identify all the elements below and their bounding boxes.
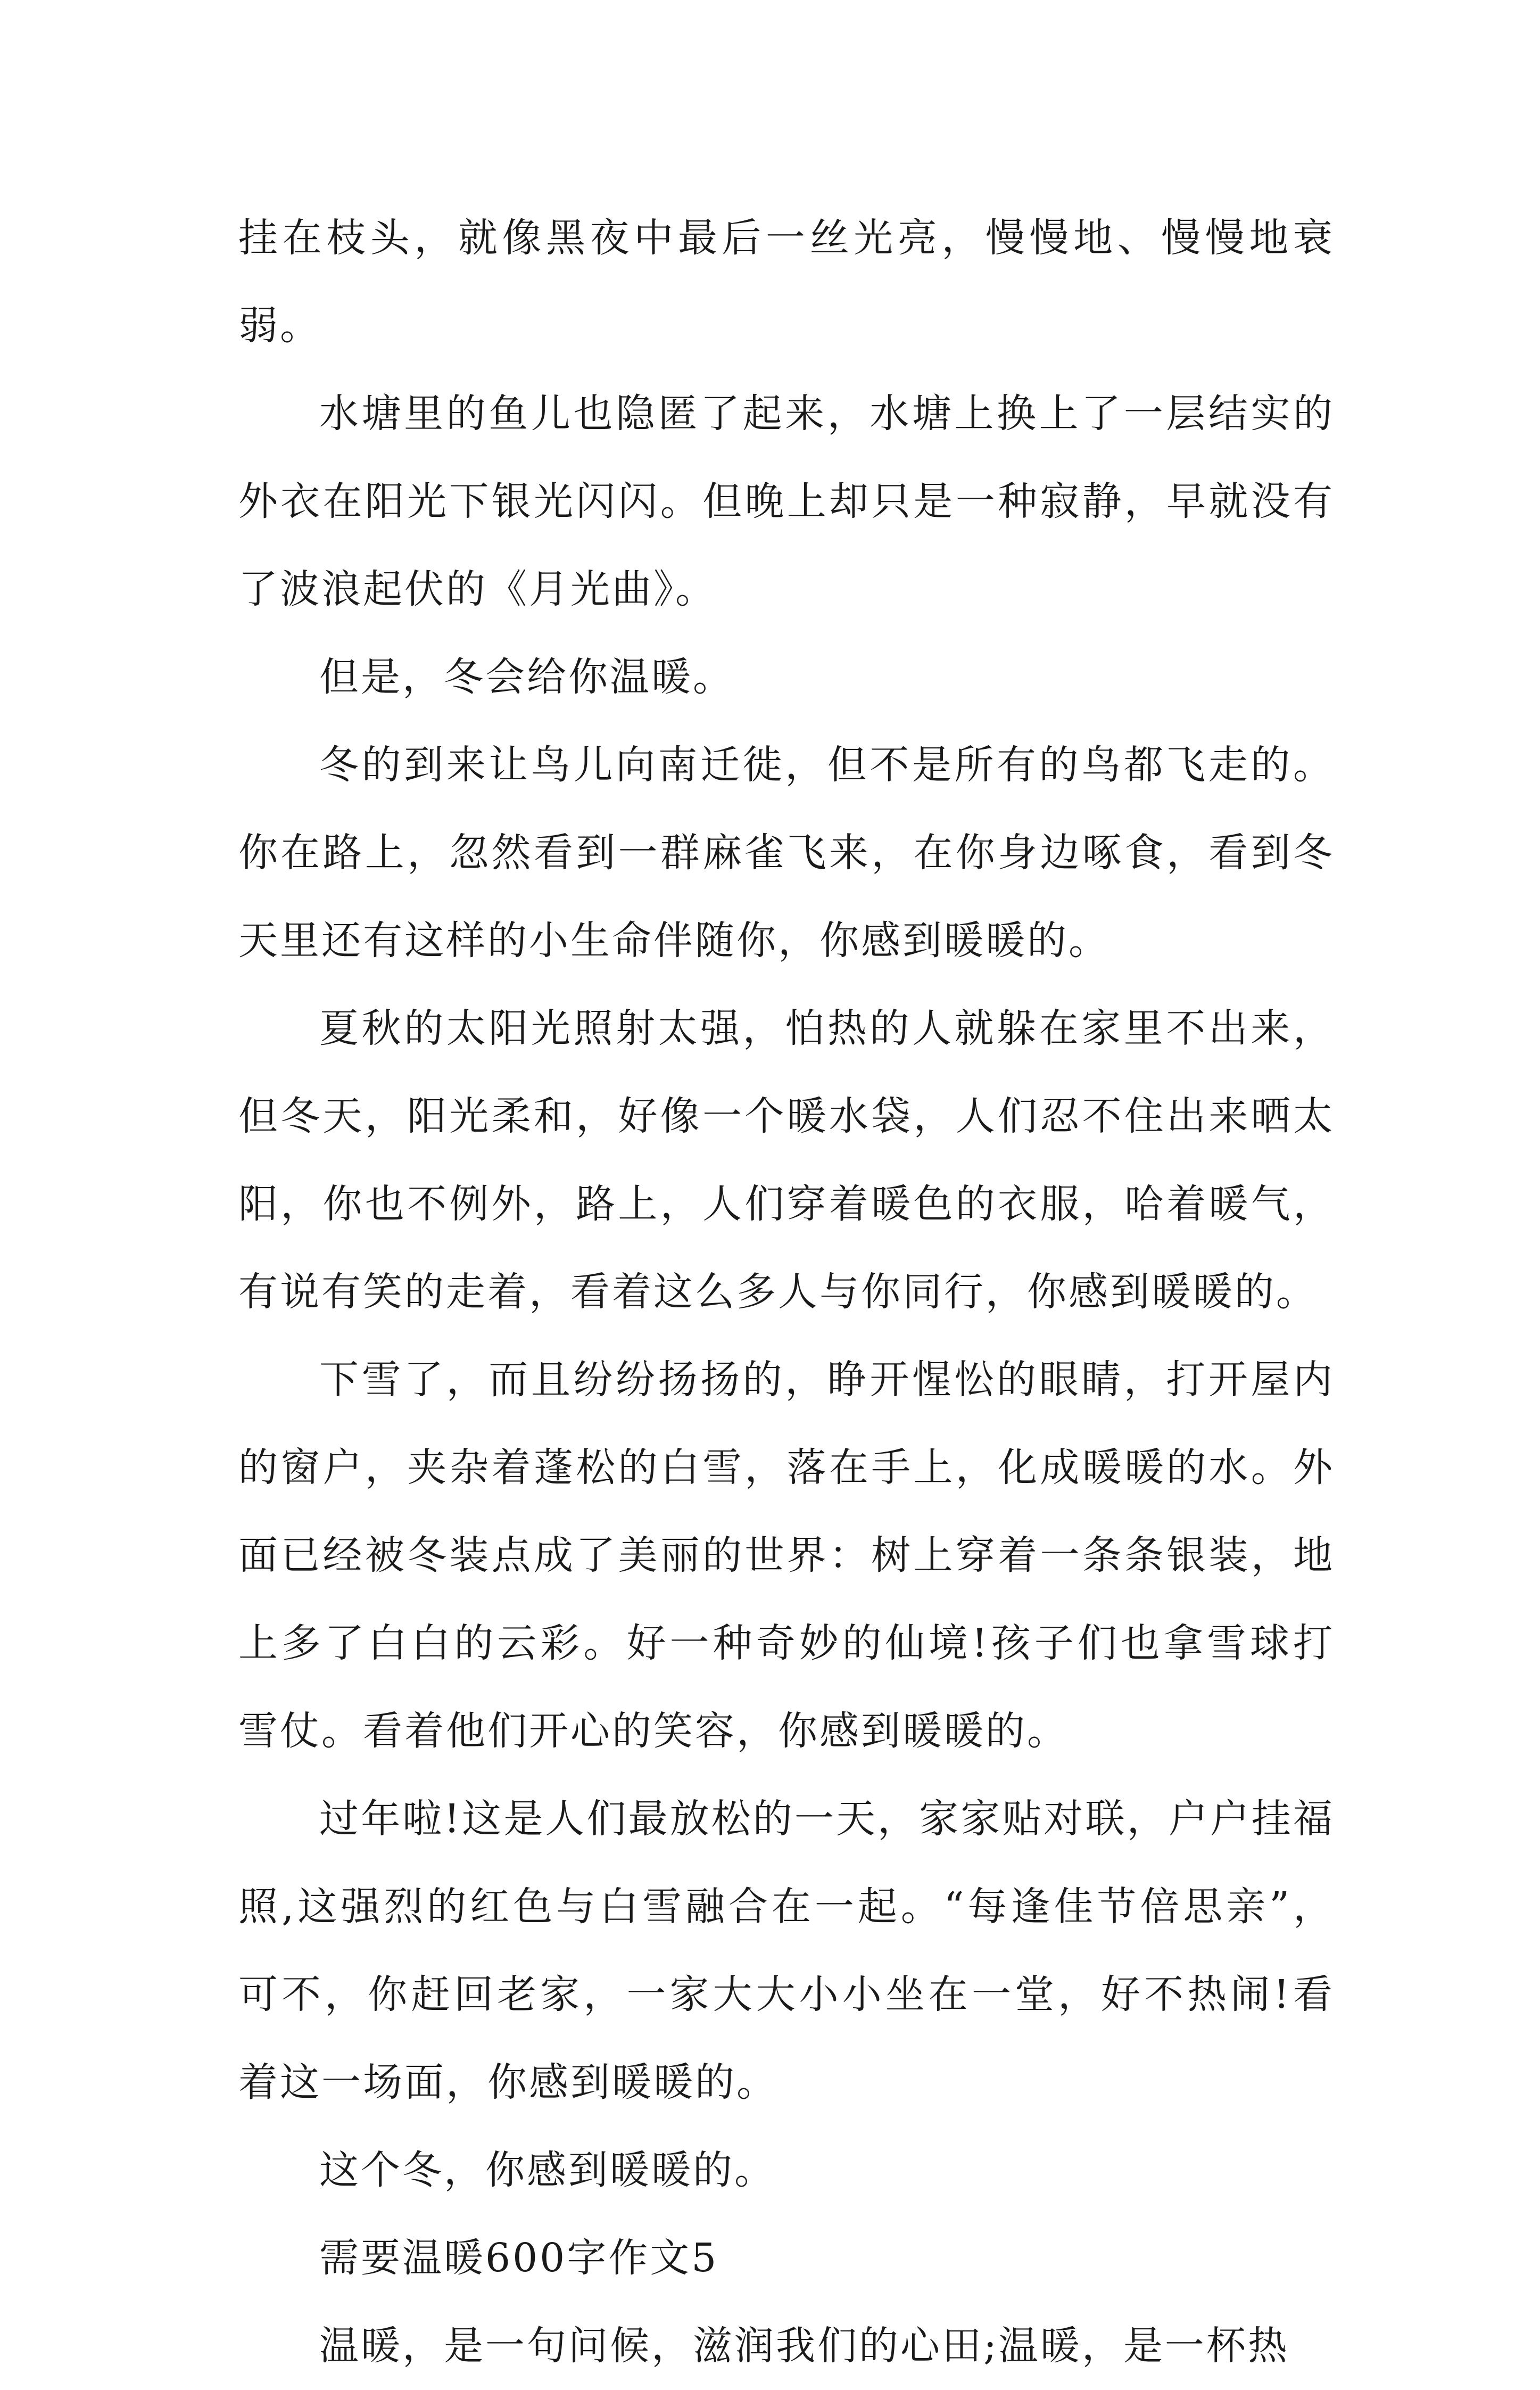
section-heading: 需要温暖600字作文5	[319, 2235, 719, 2281]
paragraph-birds: 冬的到来让鸟儿向南迁徙，但不是所有的鸟都飞走的。你在路上，忽然看到一群麻雀飞来，在你身边啄食，看到冬天里还有这样的小生命伴随你，你感到暖暖的。	[238, 742, 1335, 963]
paragraph-continuation: 挂在枝头，就像黑夜中最后一丝光亮，慢慢地、慢慢地衰弱。	[238, 215, 1335, 349]
paragraph-snow: 下雪了，而且纷纷扬扬的，睁开惺忪的眼睛，打开屋内的窗户，夹杂着蓬松的白雪，落在手上，化成暖暖的水。外面已经被冬装点成了美丽的世界：树上穿着一条条银装，地上多了白白的云彩。好一种奇妙的仙境!孩子们也拿雪球打雪仗。看着他们开心的笑容，你感到暖暖的。	[238, 1357, 1335, 1754]
paragraph-pond: 水塘里的鱼儿也隐匿了起来，水塘上换上了一层结实的外衣在阳光下银光闪闪。但晚上却只是一种寂静，早就没有了波浪起伏的《月光曲》。	[238, 391, 1335, 612]
paragraph-next-essay-start: 温暖，是一句问候，滋润我们的心田;温暖，是一杯热	[319, 2323, 1289, 2369]
paragraph-warmth-intro: 但是，冬会给你温暖。	[319, 654, 734, 700]
paragraph-conclusion: 这个冬，你感到暖暖的。	[319, 2147, 776, 2193]
paragraph-new-year: 过年啦!这是人们最放松的一天，家家贴对联，户户挂福照,这强烈的红色与白雪融合在一起。“每逢佳节倍思亲”，可不，你赶回老家，一家大大小小坐在一堂，好不热闹!看着这一场面，你感到暖暖的。	[238, 1796, 1335, 2105]
essay-body	[238, 194, 1335, 2390]
paragraph-sunshine: 夏秋的太阳光照射太强，怕热的人就躲在家里不出来，但冬天，阳光柔和，好像一个暖水袋，人们忍不住出来晒太阳，你也不例外，路上，人们穿着暖色的衣服，哈着暖气，有说有笑的走着，看着这么多人与你同行，你感到暖暖的。	[238, 1006, 1335, 1315]
